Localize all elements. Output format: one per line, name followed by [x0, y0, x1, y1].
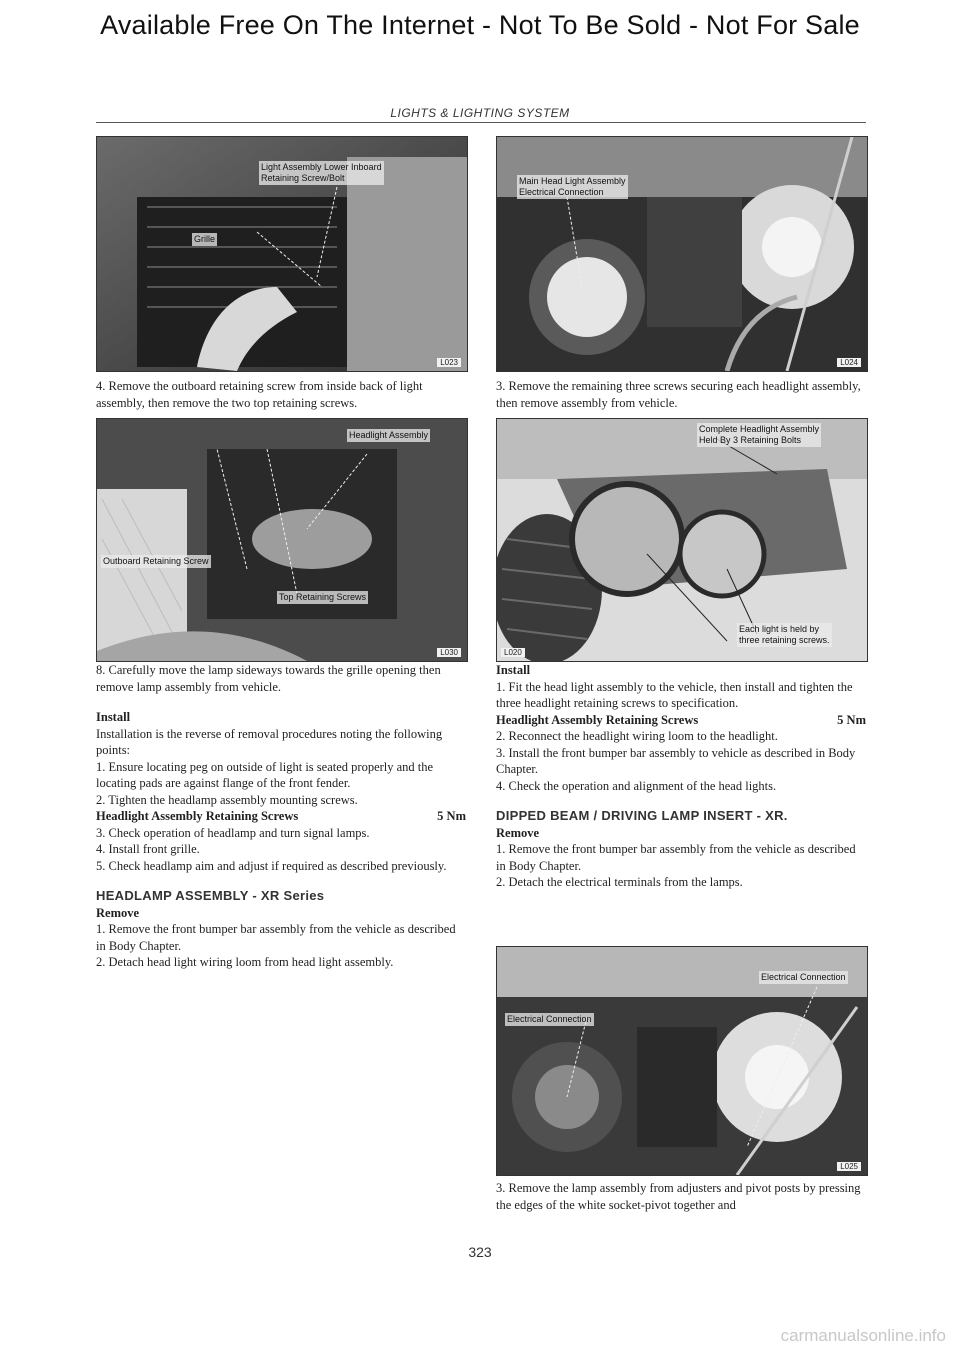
figure-l023-photo	[96, 136, 468, 372]
header-rule	[96, 122, 866, 123]
spec-label-right: Headlight Assembly Retaining Screws	[496, 712, 699, 727]
install-intro: Installation is the reverse of removal procedures noting the following points:	[96, 726, 443, 757]
figure-l020-photo	[496, 418, 868, 662]
figure-l030-label-top: Top Retaining Screws	[279, 592, 367, 602]
figure-l024-label-line2: Electrical Connection	[519, 187, 604, 197]
dipped-step-3: 3. Remove the lamp assembly from adjusters and pivot posts by pressing the edges of the white socket-pivot together and	[496, 1181, 861, 1212]
right-install-1: 1. Fit the head light assembly to the vehicle, then install and tighten the three headlight retaining screws to specification.	[496, 679, 853, 710]
install-point-1: 1. Ensure locating peg on outside of light is seated properly and the locating pads are against flange of the front fender.	[96, 759, 434, 790]
figure-l025-label-left: Electrical Connection	[507, 1014, 592, 1024]
install-point-4: 4. Install front grille.	[96, 842, 200, 856]
step-8-text: 8. Carefully move the lamp sideways towards the grille opening then remove lamp assembly from vehicle.	[96, 663, 441, 694]
xr-series-heading: HEADLAMP ASSEMBLY - XR Series	[96, 888, 325, 903]
figure-l024-label-line1: Main Head Light Assembly	[519, 176, 626, 186]
step-4-text: 4. Remove the outboard retaining screw from inside back of light assembly, then remove the two top retaining screws.	[96, 379, 423, 410]
remove-heading-right: Remove	[496, 825, 540, 840]
figure-l024-label	[517, 175, 628, 199]
figure-l020-label-bottom2: three retaining screws.	[739, 635, 830, 645]
figure-l030-label-outboard: Outboard Retaining Screw	[103, 556, 209, 566]
right-column-text	[496, 662, 866, 891]
page-number: 323	[468, 1244, 492, 1260]
figure-l030-label-headlight: Headlight Assembly	[349, 430, 429, 440]
figure-l023-number: L023	[437, 358, 461, 367]
figure-l025-label-right: Electrical Connection	[761, 972, 846, 982]
right-install-3: 3. Install the front bumper bar assembly to vehicle as described in Body Chapter.	[496, 745, 856, 776]
figure-l023-label-grille: Grille	[194, 234, 216, 244]
right-install-2: 2. Reconnect the headlight wiring loom to the headlight.	[496, 729, 778, 743]
install-point-5: 5. Check headlamp aim and adjust if required as described previously.	[96, 858, 447, 873]
spec-value-right: 5 Nm	[837, 712, 866, 727]
figure-l025-number: L025	[837, 1162, 861, 1171]
figure-l030-photo	[96, 418, 468, 662]
spec-value-left: 5 Nm	[437, 809, 466, 823]
dipped-step-2: 2. Detach the electrical terminals from the lamps.	[496, 875, 743, 889]
left-column-text	[96, 662, 466, 971]
install-heading-left: Install	[96, 710, 131, 724]
figure-l023-label-line2: Retaining Screw/Bolt	[261, 173, 345, 183]
figure-l020-label-line1: Complete Headlight Assembly	[699, 424, 820, 434]
remove-heading-left: Remove	[96, 905, 140, 920]
figure-l030-image	[97, 419, 467, 661]
xr-step-2: 2. Detach head light wiring loom from head light assembly.	[96, 955, 394, 969]
dipped-step-1: 1. Remove the front bumper bar assembly from the vehicle as described in Body Chapter.	[496, 842, 856, 873]
figure-l024-number: L024	[837, 358, 861, 367]
page-banner: Available Free On The Internet - Not To Be Sold - Not For Sale	[100, 10, 860, 40]
figure-l023-label-line1: Light Assembly Lower Inboard	[261, 162, 382, 172]
figure-l025-photo	[496, 946, 868, 1176]
figure-l020-label-complete	[697, 423, 821, 447]
figure-l023-label-screw	[259, 161, 384, 185]
figure-l020-number: L020	[501, 648, 525, 657]
spec-row-left	[96, 808, 466, 825]
site-watermark: carmanualsonline.info	[780, 1326, 946, 1345]
figure-l030-number: L030	[437, 648, 461, 657]
step-3-text: 3. Remove the remaining three screws securing each headlight assembly, then remove assembly from vehicle.	[496, 379, 861, 410]
figure-l020-label-each	[737, 623, 832, 647]
right-install-4: 4. Check the operation and alignment of the head lights.	[496, 778, 777, 793]
spec-label-left: Headlight Assembly Retaining Screws	[96, 809, 299, 823]
install-point-2: 2. Tighten the headlamp assembly mounting screws.	[96, 792, 358, 807]
install-heading-right: Install	[496, 663, 531, 677]
spec-row-right	[496, 712, 866, 729]
figure-l024-image	[497, 137, 867, 371]
section-title: LIGHTS & LIGHTING SYSTEM	[390, 106, 570, 120]
figure-l020-label-bottom1: Each light is held by	[739, 624, 820, 634]
dipped-beam-heading: DIPPED BEAM / DRIVING LAMP INSERT - XR.	[496, 808, 788, 823]
xr-step-1: 1. Remove the front bumper bar assembly from the vehicle as described in Body Chapter.	[96, 922, 456, 953]
figure-l024-photo	[496, 136, 868, 372]
figure-l020-label-line2: Held By 3 Retaining Bolts	[699, 435, 802, 445]
install-point-3: 3. Check operation of headlamp and turn signal lamps.	[96, 825, 370, 840]
